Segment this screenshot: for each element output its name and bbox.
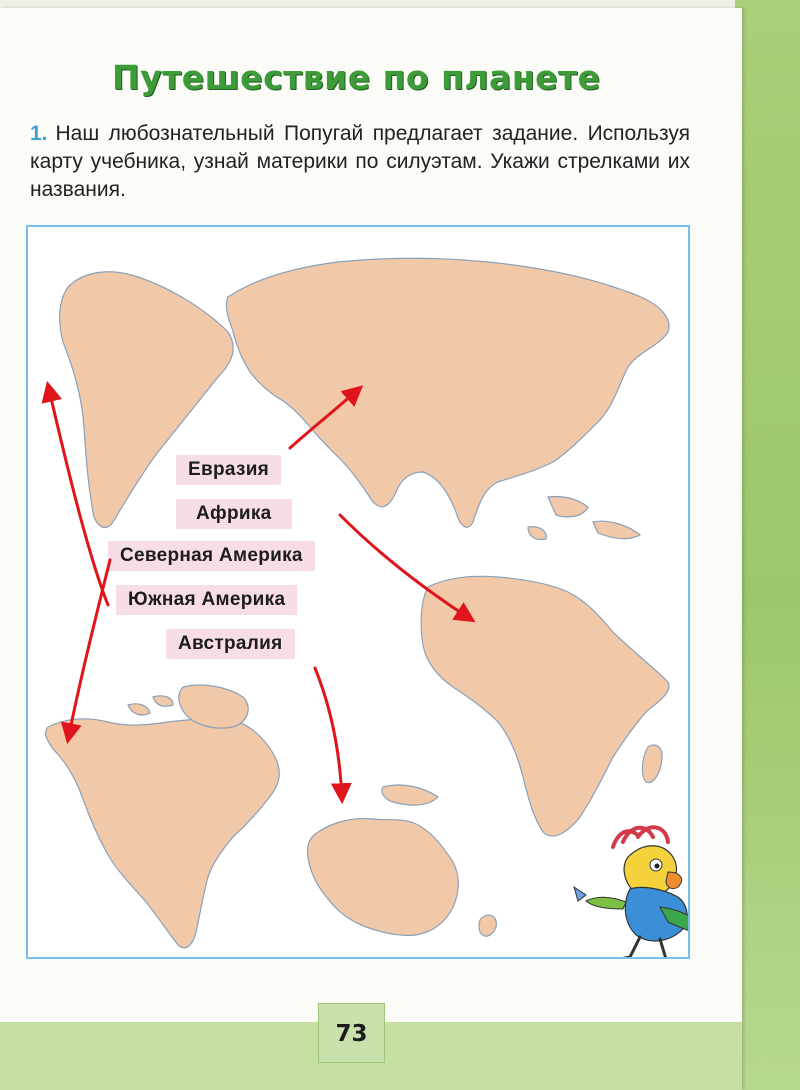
page-number: 73	[318, 1003, 385, 1063]
label-australia: Австралия	[166, 629, 295, 659]
madagascar-shape	[642, 745, 662, 782]
north-america-shape	[46, 719, 280, 948]
southeast-asia-islands	[528, 496, 640, 539]
page-title: Путешествие по планете	[112, 58, 601, 97]
new-guinea-shape	[382, 785, 438, 805]
australia-shape	[307, 819, 458, 936]
label-africa: Африка	[176, 499, 292, 529]
world-map-frame	[26, 225, 690, 959]
parrot-icon	[568, 817, 690, 959]
eurasia-shape	[226, 258, 669, 527]
south-america-shape	[60, 272, 233, 528]
green-side-panel	[735, 0, 800, 1090]
task-text: Наш любознательный Попугай предлагает задание. Используя карту учебника, узнай материки по силуэтам. Укажи стрелками их названия.	[30, 122, 690, 201]
task-number: 1.	[30, 122, 48, 145]
label-north-america: Северная Америка	[108, 541, 315, 571]
label-eurasia: Евразия	[176, 455, 281, 485]
africa-shape	[421, 576, 669, 836]
label-south-america: Южная Америка	[116, 585, 297, 615]
arctic-islands	[128, 696, 173, 715]
new-zealand-shape	[479, 915, 496, 936]
task-text-block	[30, 120, 690, 204]
